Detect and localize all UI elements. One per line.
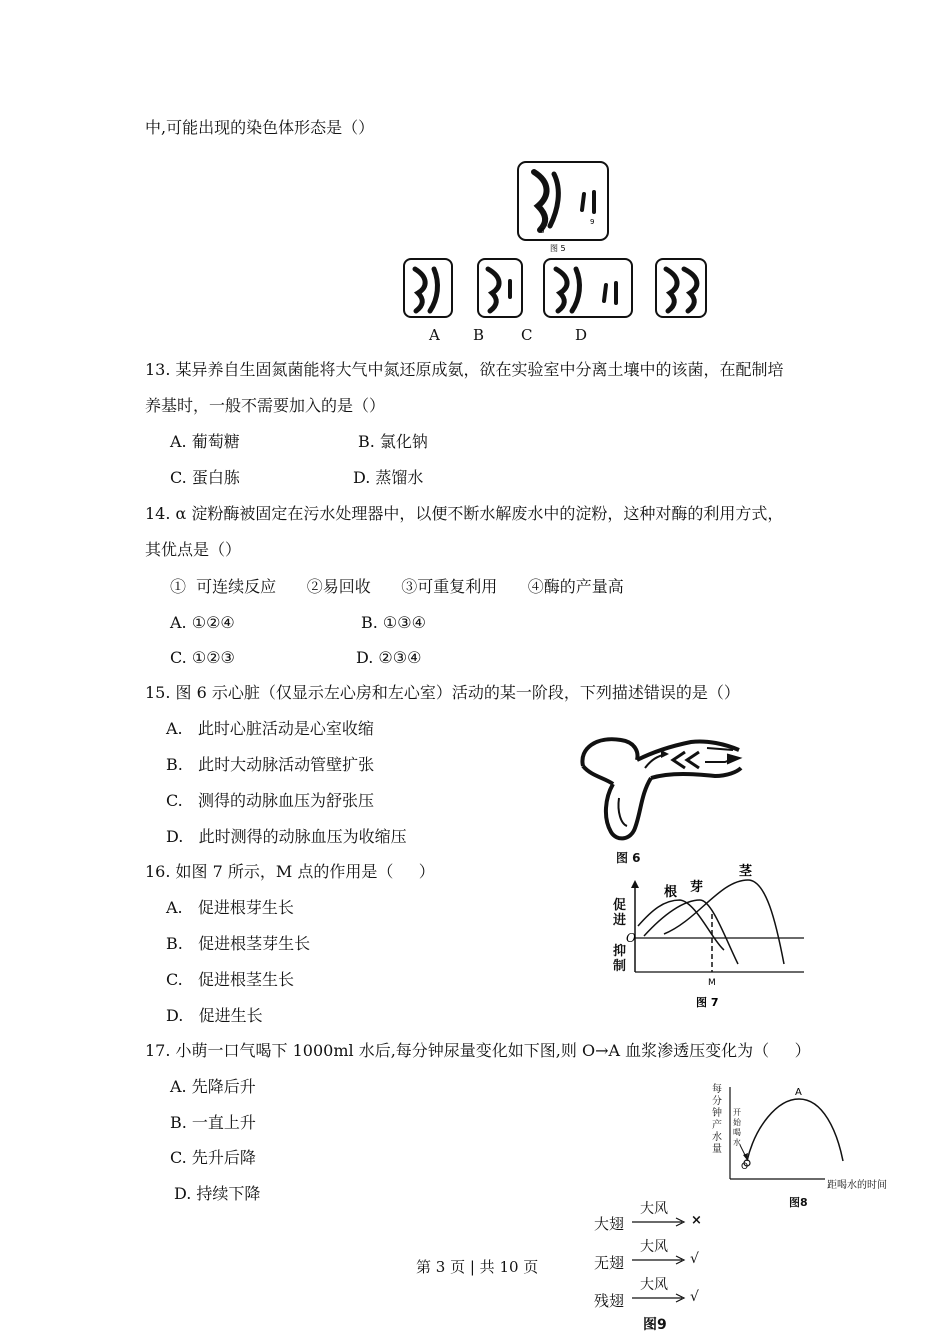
figure-9-arrows (630, 1210, 690, 1305)
y-label-inhibit: 抑制 (613, 944, 627, 974)
figure-5-top (516, 160, 611, 255)
row2-arrow-label: 大风 (640, 1239, 668, 1255)
peak-label-a: A (795, 1087, 802, 1098)
q17-option-b: B. 一直上升 (170, 1113, 256, 1132)
option-label-c: C (521, 326, 533, 344)
q13-line1: 13. 某异养自生固氮菌能将大气中氮还原成氨，欲在实验室中分离土壤中的该菌，在配制培 (145, 360, 784, 379)
curve-label-root: 根 (664, 885, 678, 900)
q14-line2: 其优点是（） (145, 540, 242, 559)
point-m-label: M (708, 978, 716, 988)
option-label-d: D (575, 326, 588, 344)
origin-label-o: O (741, 1162, 749, 1172)
q15-option-b: B. 此时大动脉活动管壁扩张 (166, 755, 375, 774)
q14-option-c: C. ①②③ (170, 648, 235, 667)
row2-result: √ (690, 1251, 699, 1267)
row3-left: 残翅 (594, 1292, 625, 1310)
row1-arrow-label: 大风 (640, 1201, 668, 1217)
figure-8-caption: 图8 (789, 1196, 808, 1209)
q13-line2: 养基时，一般不需要加入的是（） (145, 396, 386, 415)
curve-label-stem: 茎 (739, 864, 753, 879)
option-label-a: A (429, 326, 440, 344)
figure-5-caption: 图 5 (550, 244, 566, 253)
q16-option-c: C. 促进根茎生长 (166, 970, 295, 989)
q13-option-a: A. 葡萄糖 (170, 432, 240, 451)
row1-result: × (691, 1213, 702, 1228)
page-footer: 第 3 页 | 共 10 页 (416, 1258, 539, 1276)
start-drinking-note: 开始喝水 (733, 1108, 741, 1147)
q16-option-d: D. 促进生长 (166, 1006, 263, 1025)
row2-left: 无翅 (594, 1254, 625, 1272)
q15-line1: 15. 图 6 示心脏（仅显示左心房和左心室）活动的某一阶段，下列描述错误的是（） (145, 683, 740, 702)
q14-option-a: A. ①②④ (170, 613, 235, 632)
chromosome-number-6: 6 (540, 227, 545, 235)
option-label-b: B (473, 326, 485, 344)
q13-option-d: D. 蒸馏水 (353, 468, 424, 487)
figure-9-caption: 图9 (643, 1317, 667, 1333)
x-label-time: 距喝水的时间 (827, 1180, 887, 1191)
q15-option-a: A. 此时心脏活动是心室收缩 (166, 719, 374, 738)
q14-items: ① 可连续反应 ②易回收 ③可重复利用 ④酶的产量高 (170, 577, 624, 596)
origin-label: O (626, 931, 636, 945)
q17-option-a: A. 先降后升 (170, 1077, 256, 1096)
q14-option-b: B. ①③④ (361, 613, 426, 632)
q17-line1: 17. 小萌一口气喝下 1000ml 水后,每分钟尿量变化如下图,则 O→A 血浆渗透压变化为（ ） (145, 1041, 811, 1060)
q16-line1: 16. 如图 7 所示，M 点的作用是（ ） (145, 862, 435, 881)
row3-arrow-label: 大风 (640, 1277, 668, 1293)
figure-7-graph (608, 860, 808, 1015)
q12-text: 中,可能出现的染色体形态是（） (145, 118, 375, 137)
q14-option-d: D. ②③④ (356, 648, 422, 667)
y-label-output: 每分钟产水量 (712, 1084, 722, 1155)
figure-7-caption: 图 7 (696, 996, 719, 1009)
q16-option-b: B. 促进根茎芽生长 (166, 934, 311, 953)
q16-option-a: A. 促进根芽生长 (166, 898, 294, 917)
q15-option-c: C. 测得的动脉血压为舒张压 (166, 791, 375, 810)
q17-option-d: D. 持续下降 (174, 1184, 261, 1203)
curve-label-bud: 芽 (690, 880, 704, 895)
q13-option-c: C. 蛋白胨 (170, 468, 240, 487)
figure-6-heart (575, 728, 775, 863)
q17-option-c: C. 先升后降 (170, 1148, 256, 1167)
chromosome-number-9: 9 (590, 218, 595, 226)
row1-left: 大翅 (594, 1215, 625, 1233)
figure-6-caption: 图 6 (616, 851, 641, 865)
q15-option-d: D. 此时测得的动脉血压为收缩压 (166, 827, 407, 846)
q14-line1: 14. α 淀粉酶被固定在污水处理器中，以便不断水解废水中的淀粉，这种对酶的利用方式， (145, 504, 784, 523)
figure-5-options (400, 255, 715, 325)
y-label-promote: 促进 (613, 898, 627, 928)
row3-result: √ (690, 1289, 699, 1305)
q13-option-b: B. 氯化钠 (358, 432, 428, 451)
